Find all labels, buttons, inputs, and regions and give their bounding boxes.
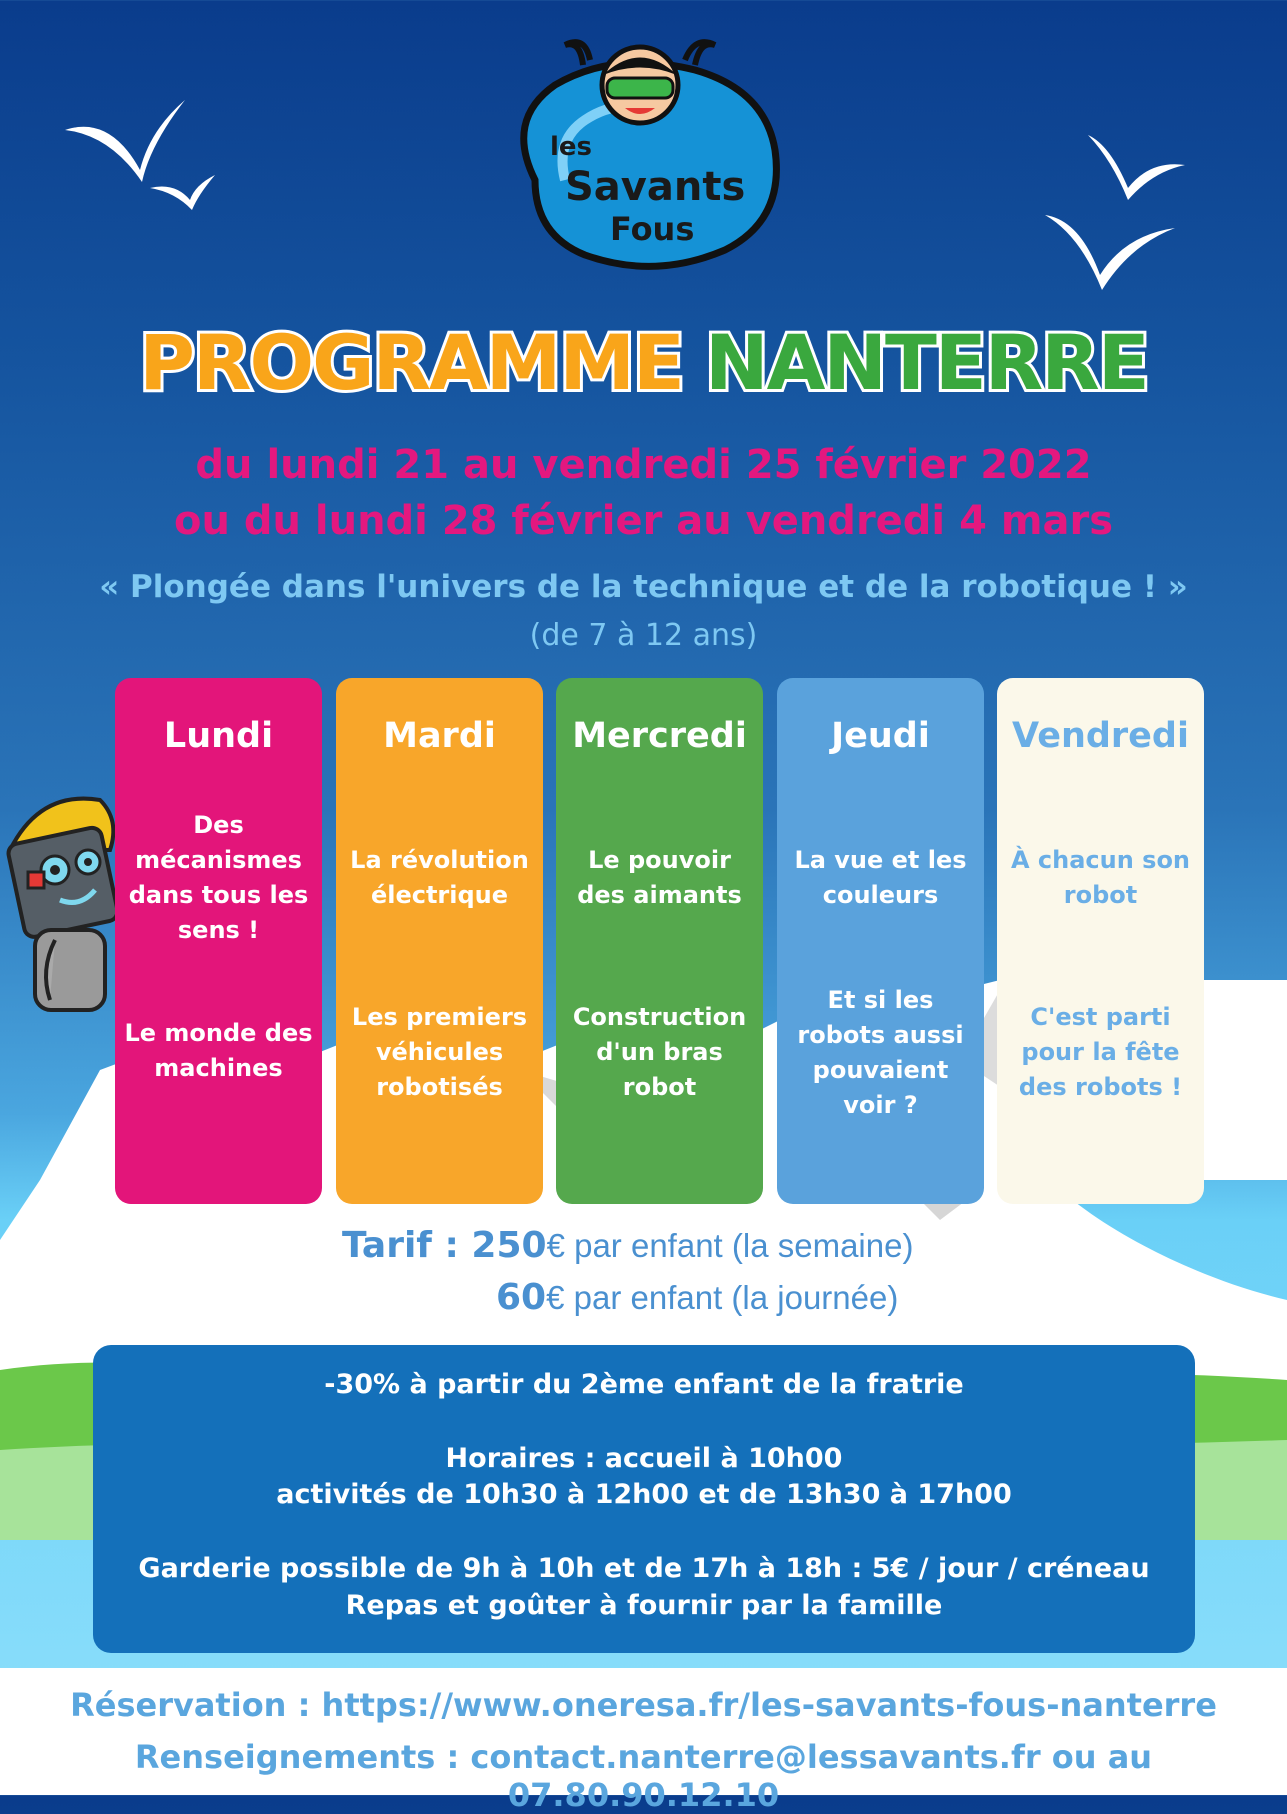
page-title [0, 318, 1287, 407]
tarif-week-suffix: € par enfant (la semaine) [546, 1227, 914, 1264]
title-nanterre: NANTERRE [704, 318, 1148, 407]
date-range-2: ou du lundi 28 février au vendredi 4 mars [173, 498, 1114, 544]
day-card-jeudi [777, 678, 984, 1204]
tarif-day-amount: 60 [496, 1277, 547, 1318]
reservation-link[interactable]: Réservation : https://www.oneresa.fr/les-savants-fous-nanterre [70, 1686, 1217, 1724]
hours-title: Horaires : accueil à 10h00 [445, 1443, 843, 1474]
day-name: Vendredi [1012, 716, 1189, 756]
robot-mascot-illustration [0, 780, 130, 1030]
day-name: Mardi [383, 716, 496, 756]
day-activity-1: Le pouvoir des aimants [577, 846, 742, 909]
day-name: Lundi [163, 716, 274, 756]
tarif-day [496, 1277, 898, 1318]
tarif-week [342, 1225, 913, 1266]
sibling-discount: -30% à partir du 2ème enfant de la fratrie [324, 1369, 964, 1400]
day-activity-2: Et si les robots aussi pouvaient voir ? [797, 986, 964, 1119]
day-name: Mercredi [572, 716, 747, 756]
logo-line-fous: Fous [610, 210, 695, 248]
contact-info[interactable]: Renseignements : contact.nanterre@lessavants.fr ou au 07.80.90.12.10 [134, 1738, 1153, 1814]
day-activity-1: Des mécanismes dans tous les sens ! [128, 811, 309, 944]
title-programme: PROGRAMME [139, 318, 683, 407]
logo-line-les: les [550, 132, 593, 162]
day-activity-2: Le monde des machines [124, 1019, 313, 1082]
logo-line-savants: Savants [565, 164, 746, 210]
les-savants-fous-logo [495, 30, 795, 280]
day-activity-2: C'est parti pour la fête des robots ! [1018, 1003, 1183, 1101]
info-box [93, 1345, 1195, 1653]
hours-detail: activités de 10h30 à 12h00 et de 13h30 à 17h00 [276, 1479, 1012, 1510]
tarif-day-suffix: € par enfant (la journée) [546, 1279, 899, 1316]
date-range-1: du lundi 21 au vendredi 25 février 2022 [195, 442, 1092, 488]
day-card-vendredi [997, 678, 1204, 1204]
day-activity-2: Les premiers véhicules robotisés [351, 1003, 528, 1101]
day-activity-2: Construction d'un bras robot [572, 1003, 747, 1101]
day-card-mardi [336, 678, 543, 1204]
daycare-info: Garderie possible de 9h à 10h et de 17h à 18h : 5€ / jour / créneau [138, 1553, 1150, 1584]
age-range: (de 7 à 12 ans) [529, 618, 758, 653]
day-activity-1: La vue et les couleurs [794, 846, 967, 909]
meals-info: Repas et goûter à fournir par la famille [345, 1590, 943, 1621]
day-name: Jeudi [831, 716, 930, 756]
tarif-label: Tarif : 250 [342, 1225, 547, 1266]
day-card-lundi [115, 678, 322, 1204]
day-activity-1: À chacun son robot [1010, 846, 1191, 909]
program-theme: « Plongée dans l'univers de la technique et de la robotique ! » [99, 569, 1188, 605]
day-activity-1: La révolution électrique [350, 846, 529, 909]
day-card-mercredi [556, 678, 763, 1204]
